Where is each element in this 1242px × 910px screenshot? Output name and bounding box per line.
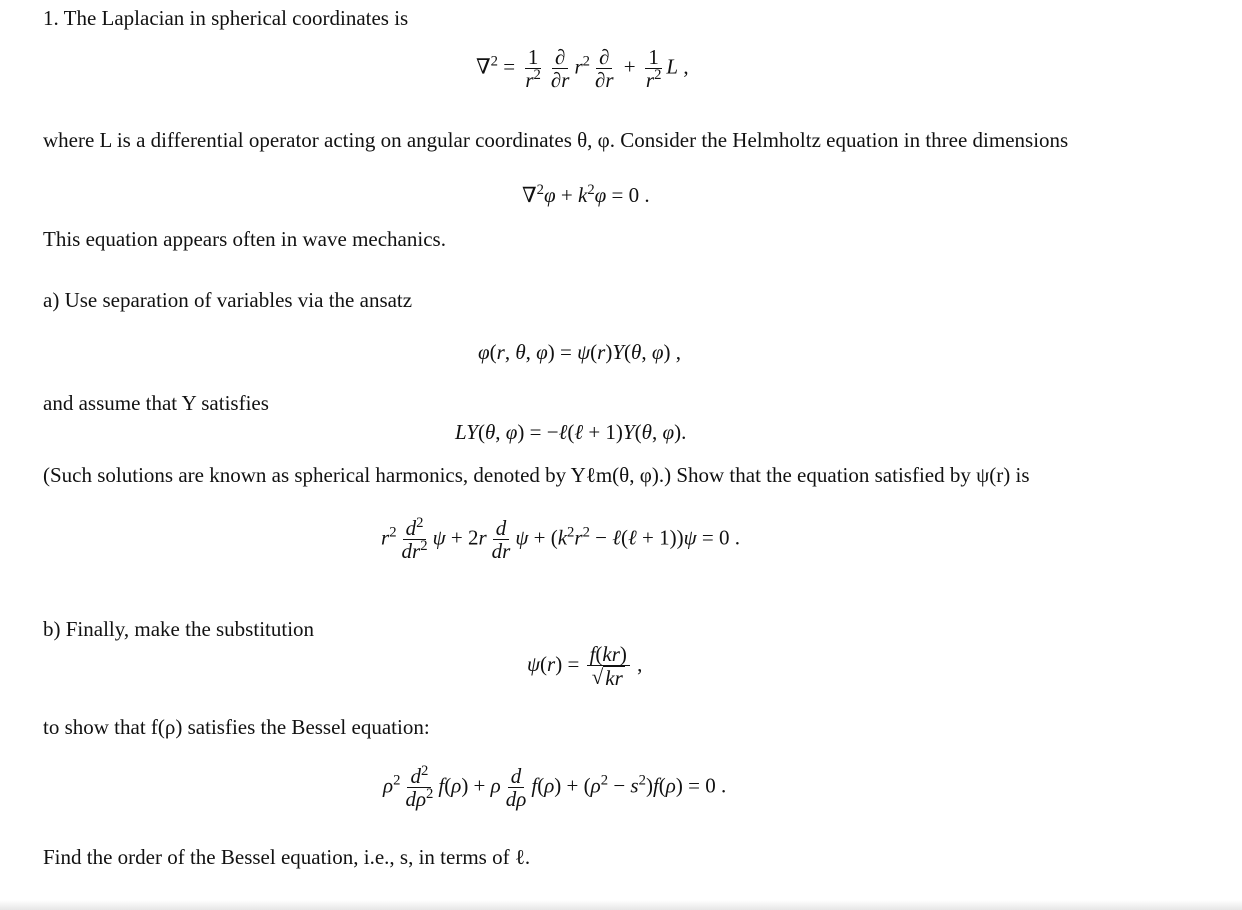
helmholtz-equation: $\nabla^2\varphi + k^2\varphi = 0$ . (522, 181, 650, 207)
angular-equation: LY(θ, φ) = −ℓ(ℓ + 1)Y(θ, φ). (455, 420, 687, 444)
bessel-intro-text: to show that f(ρ) satisfies the Bessel equation: (43, 715, 430, 739)
problem-intro: 1. The Laplacian in spherical coordinates is (43, 6, 409, 30)
radial-equation: $r^2$ $\frac{d^2}{dr^2}$ ψ + 2r $\frac{d}{dr}$ $\psi + (k^2r^2$ − ℓ(ℓ + 1))ψ = 0 . (381, 514, 740, 564)
where-paragraph: where L is a differential operator acting on angular coordinates θ, φ. Consider the Helmholtz equation in three dimensions (43, 128, 1069, 152)
ansatz-equation: φ(r, θ, φ) = ψ(r)Y(θ, φ) , (478, 340, 681, 364)
laplacian-equation: ∇$^2$ = $\frac{1}{r^2}$ $\frac{\partial}{\partial r}$ $r^2$ $\frac{\partial}{\partial r}$ + $\frac{1}{r^2}$ L , (476, 45, 689, 93)
substitution-equation: ψ(r) = f(kr) √ kr , (527, 642, 643, 691)
bessel-equation: $\rho^2$ $\frac{d^2}{d\rho^2}$ f(ρ) + ρ $\frac{d}{d\rho}$ $f(\rho) + (\rho^2 - s^2)f(\rho) = 0$ . (383, 762, 727, 812)
assume-text: and assume that Y satisfies (43, 391, 269, 415)
part-a-label: a) Use separation of variables via the ansatz (43, 288, 413, 312)
wave-mechanics-text: This equation appears often in wave mechanics. (43, 227, 446, 251)
page-bottom-edge (0, 900, 1242, 910)
part-b-label: b) Finally, make the substitution (43, 617, 315, 641)
find-order-text: Find the order of the Bessel equation, i.e., s, in terms of ℓ. (43, 845, 531, 869)
spherical-harmonics-note: (Such solutions are known as spherical harmonics, denoted by Yℓm(θ, φ).) Show that the equation satisfied by ψ(r) is (43, 463, 1030, 487)
